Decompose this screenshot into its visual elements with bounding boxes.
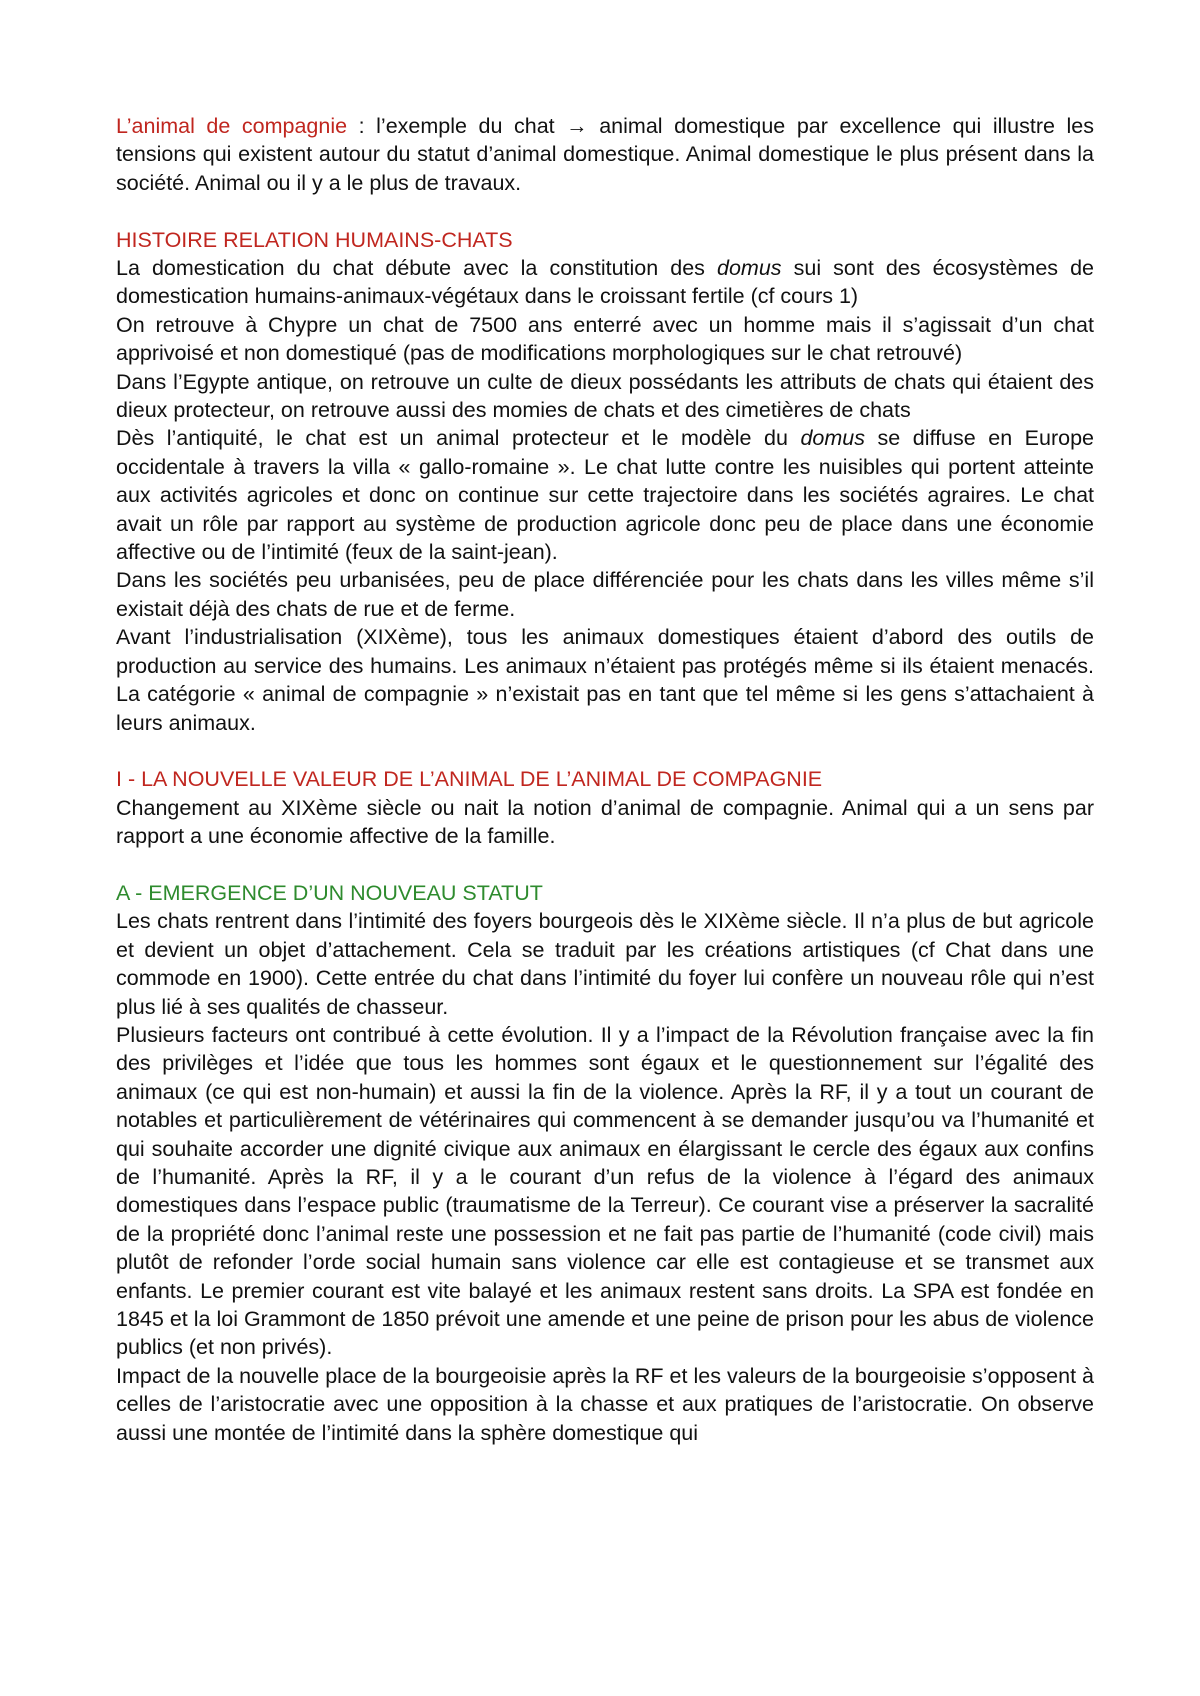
document-page [116, 112, 1094, 1447]
history-p4-text-b: se diffuse en Europe occidentale à travers la villa « gallo-romaine ». Le chat lutte contre les nuisibles qui portent atteinte aux activités agricoles et donc on continue sur cette trajectoire dans les sociétés agraires. Le chat avait un rôle par rapport au système de production agricole donc peu de place dans une économie affective ou de l’intimité (feux de la saint-jean). [116, 426, 1094, 565]
history-p1-text-a: La domestication du chat débute avec la constitution des [116, 256, 717, 281]
history-heading: HISTOIRE RELATION HUMAINS-CHATS [116, 227, 513, 252]
section-a-paragraph-3: Impact de la nouvelle place de la bourgeoisie après la RF et les valeurs de la bourgeoisie s’opposent à celles de l’aristocratie avec une opposition à la chasse et aux pratiques de l’aristocratie. On observe aussi une montée de l’intimité dans la sphère domestique qui [116, 1363, 1094, 1445]
history-paragraph-4 [116, 424, 1094, 566]
section-1-heading: I - LA NOUVELLE VALEUR DE L’ANIMAL DE L’ANIMAL DE COMPAGNIE [116, 767, 823, 792]
history-p4-domus: domus [800, 426, 866, 451]
history-paragraph-5: Dans les sociétés peu urbanisées, peu de place différenciée pour les chats dans les villes même s’il existait déjà des chats de rue et de ferme. [116, 568, 1094, 621]
history-paragraph-3: Dans l’Egypte antique, on retrouve un culte de dieux possédants les attributs de chats qui étaient des dieux protecteur, on retrouve aussi des momies de chats et des cimetières de chats [116, 369, 1094, 423]
section-a-paragraph-1: Les chats rentrent dans l’intimité des foyers bourgeois dès le XIXème siècle. Il n’a plus de but agricole et devient un objet d’attachement. Cela se traduit par les créations artistiques (cf Chat dans une commode en 1900). Cette entrée du chat dans l’intimité du foyer lui confère un nouveau rôle qui n’est plus lié à ses qualités de chasseur. [116, 909, 1094, 1019]
intro-text: : l’exemple du chat → animal domestique par excellence qui illustre les tensions qui existent autour du statut d’animal domestique. Animal domestique le plus présent dans la société. Animal ou il y a le plus de travaux. [116, 114, 1094, 195]
intro-paragraph [116, 112, 1094, 197]
spacer [116, 197, 1094, 225]
intro-label: L’animal de compagnie [116, 114, 348, 138]
history-p1-text-b: sui sont des écosystèmes de domestication humains-animaux-végétaux dans le croissant fertile (cf cours 1) [116, 256, 1095, 309]
section-a-heading: A - EMERGENCE D’UN NOUVEAU STATUT [116, 880, 543, 905]
spacer [116, 851, 1094, 879]
section-1-paragraph-1: Changement au XIXème siècle ou nait la notion d’animal de compagnie. Animal qui a un sens par rapport a une économie affective de la famille. [116, 795, 1094, 849]
history-paragraph-2: On retrouve à Chypre un chat de 7500 ans enterré avec un homme mais il s’agissait d’un chat apprivoisé et non domestiqué (pas de modifications morphologiques sur le chat retrouvé) [116, 312, 1094, 366]
history-paragraph-1 [116, 254, 1094, 311]
spacer [116, 737, 1094, 765]
section-a-paragraph-2: Plusieurs facteurs ont contribué à cette évolution. Il y a l’impact de la Révolution française avec la fin des privilèges et l’idée que tous les hommes sont égaux et le questionnement sur l’égalité des animaux (ce qui est non-humain) et aussi la fin de la violence. Après la RF, il y a tout un courant de notables et particulièrement de vétérinaires qui commencent à se demander jusqu’ou va l’humanité et qui souhaite accorder une dignité civique aux animaux en élargissant le cercle des égaux aux confins de l’humanité. Après la RF, il y a le courant d’un refus de la violence à l’égard des animaux domestiques dans l’espace public (traumatisme de la Terreur). Ce courant vise a préserver la sacralité de la propriété donc l’animal reste une possession et ne fait pas partie de l’humanité (code civil) mais plutôt de refonder l’orde social humain sans violence car elle est contagieuse et se transmet aux enfants. Le premier courant est vite balayé et les animaux restent sans droits. La SPA est fondée en 1845 et la loi Grammont de 1850 prévoit une amende et une peine de prison pour les abus de violence publics (et non privés). [116, 1022, 1094, 1360]
history-p1-domus: domus [717, 256, 782, 281]
history-paragraph-6: Avant l’industrialisation (XIXème), tous les animaux domestiques étaient d’abord des outils de production au service des humains. Les animaux n’étaient pas protégés même si ils étaient menacés. La catégorie « animal de compagnie » n’existait pas en tant que tel même si les gens s’attachaient à leurs animaux. [116, 625, 1094, 735]
history-p4-text-a: Dès l’antiquité, le chat est un animal protecteur et le modèle du [116, 426, 801, 451]
